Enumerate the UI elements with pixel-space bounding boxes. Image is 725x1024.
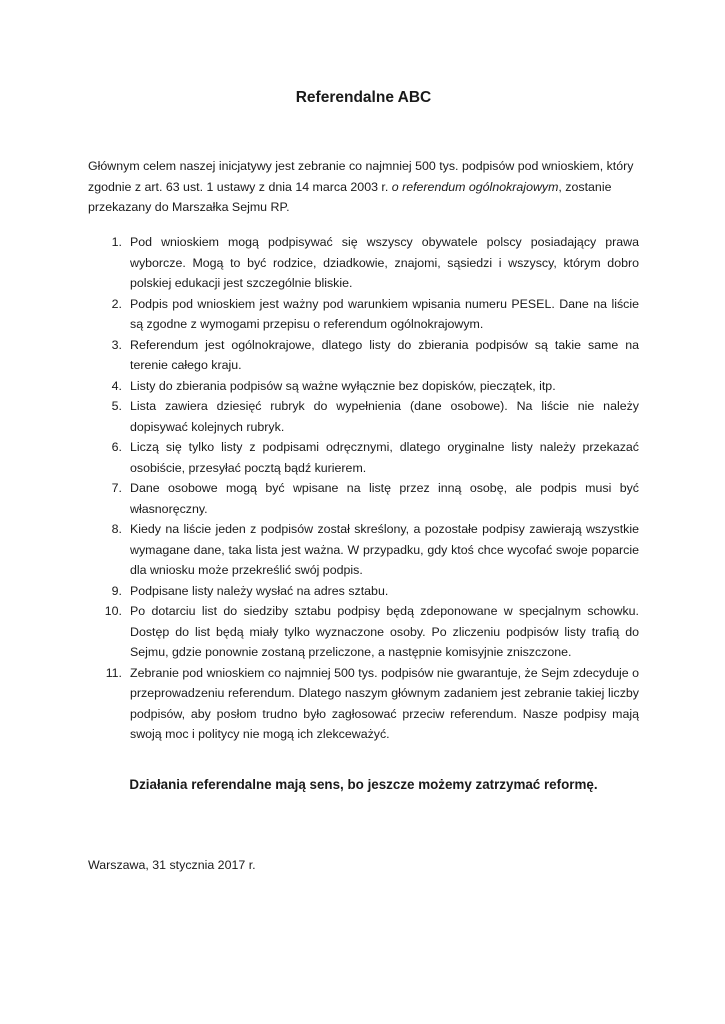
date-signoff: Warszawa, 31 stycznia 2017 r. bbox=[88, 858, 256, 872]
list-item bbox=[88, 478, 639, 519]
list-item-text: Referendum jest ogólnokrajowe, dlatego listy do zbierania podpisów są takie same na terenie całego kraju. bbox=[130, 337, 639, 372]
list-item-number: 2. bbox=[111, 296, 122, 311]
list-item bbox=[88, 335, 639, 376]
list-item bbox=[88, 437, 639, 478]
list-item-text: Po dotarciu list do siedziby sztabu podpisy będą zdeponowane w specjalnym schowku. Dostęp do list będą miały tylko wyznaczone osoby. Po zliczeniu podpisów listy trafią do Sejmu, gdzie ponownie zostaną przeliczone, a następnie komisyjnie zniszczone. bbox=[130, 604, 639, 659]
list-item-number: 5. bbox=[111, 399, 122, 413]
list-item bbox=[88, 601, 639, 663]
list-item-number: 8. bbox=[111, 522, 122, 536]
list-item-number: 6. bbox=[111, 440, 122, 454]
list-item-number: 3. bbox=[111, 337, 122, 352]
numbered-list bbox=[88, 232, 639, 745]
list-item bbox=[88, 376, 639, 397]
list-item-number: 9. bbox=[111, 583, 122, 598]
list-item bbox=[88, 396, 639, 437]
list-item bbox=[88, 232, 639, 294]
list-item-text: Podpisane listy należy wysłać na adres sztabu. bbox=[130, 583, 389, 598]
list-item-number: 1. bbox=[111, 235, 122, 249]
document-title: Referendalne ABC bbox=[295, 89, 432, 106]
list-item bbox=[88, 519, 639, 581]
list-item-text: Zebranie pod wnioskiem co najmniej 500 tys. podpisów nie gwarantuje, że Sejm zdecyduje o przeprowadzeniu referendum. Dlatego naszym głównym zadaniem jest zebranie takiej liczby podpisów, aby posłom trudno było zagłosować przeciw referendum. Nasze podpisy mają swoją moc i politycy nie mogą ich zlekceważyć. bbox=[130, 665, 639, 741]
list-item bbox=[88, 663, 639, 745]
list-item-text: Podpis pod wnioskiem jest ważny pod warunkiem wpisania numeru PESEL. Dane na liście są zgodne z wymogami przepisu o referendum ogólnokrajowym. bbox=[130, 296, 639, 331]
list-item bbox=[88, 294, 639, 335]
intro-text-italic: o referendum ogólnokrajowym bbox=[391, 179, 559, 194]
closing-statement: Działania referendalne mają sens, bo jeszcze możemy zatrzymać reformę. bbox=[129, 777, 598, 792]
intro-text-part2: , zostanie przekazany do Marszałka Sejmu RP. bbox=[88, 179, 612, 214]
list-item-number: 7. bbox=[111, 481, 122, 495]
list-item-text: Listy do zbierania podpisów są ważne wyłącznie bez dopisków, pieczątek, itp. bbox=[130, 378, 556, 393]
list-item-text: Kiedy na liście jeden z podpisów został skreślony, a pozostałe podpisy zawierają wszystkie wymagane dane, taka lista jest ważna. W przypadku, gdy ktoś chce wycofać swoje poparcie dla wniosku może przekreślić swój podpis. bbox=[130, 522, 639, 577]
list-item-number: 4. bbox=[111, 378, 122, 393]
list-item-text: Dane osobowe mogą być wpisane na listę przez inną osobę, ale podpis musi być własnoręczny. bbox=[130, 481, 639, 516]
list-item-number: 10. bbox=[104, 604, 122, 618]
intro-text-part1: Głównym celem naszej inicjatywy jest zebranie co najmniej 500 tys. podpisów pod wnioskiem, który zgodnie z art. 63 ust. 1 ustawy z dnia 14 marca 2003 r. bbox=[88, 159, 634, 194]
list-item-text: Pod wnioskiem mogą podpisywać się wszyscy obywatele polscy posiadający prawa wyborcze. Mogą to być rodzice, dziadkowie, znajomi, sąsiedzi i wszyscy, którym dobro polskiej edukacji jest szczególnie bliskie. bbox=[130, 235, 639, 290]
intro-paragraph bbox=[88, 156, 639, 218]
list-item-text: Lista zawiera dziesięć rubryk do wypełnienia (dane osobowe). Na liście nie należy dopisywać kolejnych rubryk. bbox=[130, 399, 639, 434]
list-item bbox=[88, 581, 639, 602]
list-item-number: 11. bbox=[105, 665, 122, 680]
list-item-text: Liczą się tylko listy z podpisami odręcznymi, dlatego oryginalne listy należy przekazać osobiście, przesyłać pocztą bądź kurierem. bbox=[130, 440, 639, 475]
